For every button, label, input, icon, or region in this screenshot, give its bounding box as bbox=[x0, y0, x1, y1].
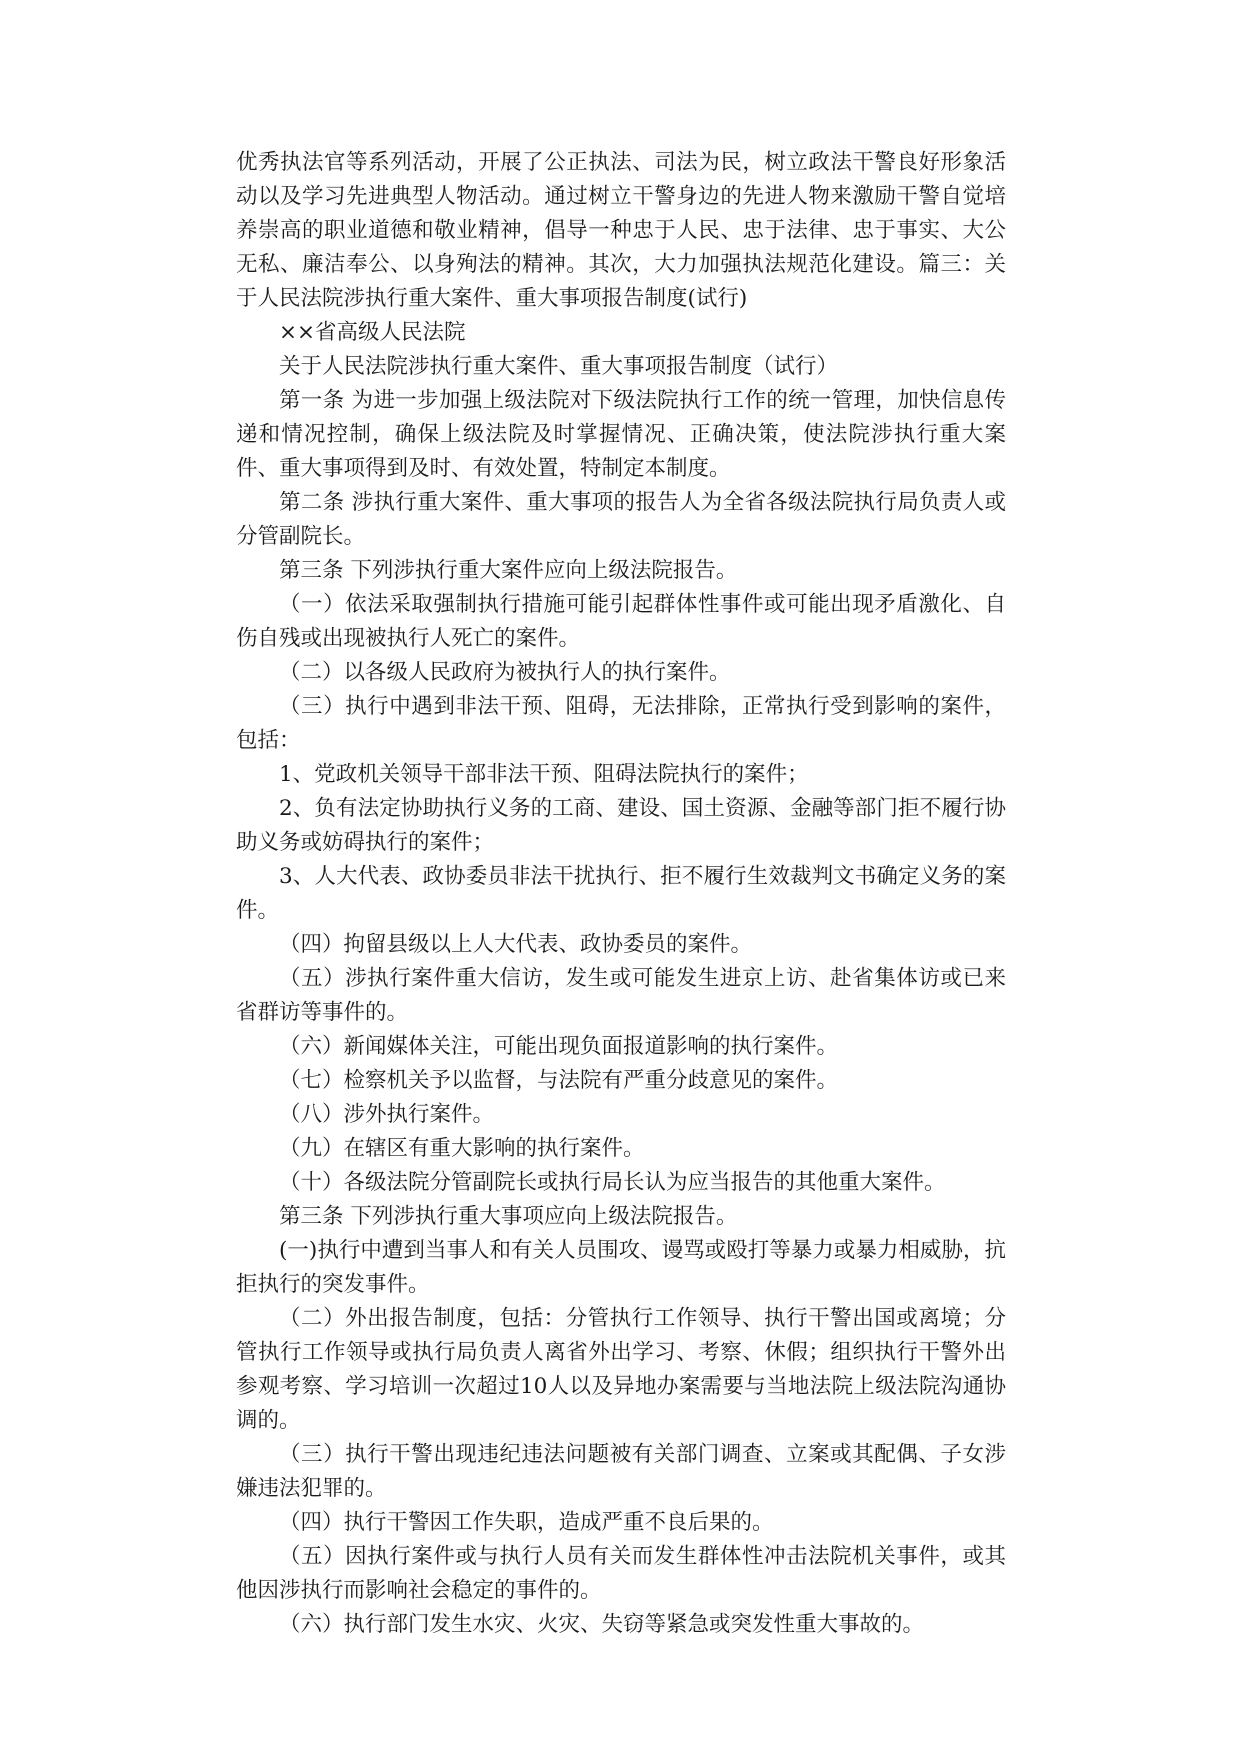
body-paragraph: 第一条 为进一步加强上级法院对下级法院执行工作的统一管理，加快信息传递和情况控制，确保上级法院及时掌握情况、正确决策，使法院涉执行重大案件、重大事项得到及时、有效处置，特制定本制度。 bbox=[236, 388, 1006, 481]
body-paragraph: （一）依法采取强制执行措施可能引起群体性事件或可能出现矛盾激化、自伤自残或出现被执行人死亡的案件。 bbox=[236, 592, 1006, 651]
body-paragraph: （九）在辖区有重大影响的执行案件。 bbox=[279, 1136, 645, 1161]
body-paragraph: （十）各级法院分管副院长或执行局长认为应当报告的其他重大案件。 bbox=[279, 1170, 946, 1195]
body-paragraph: （三）执行干警出现违纪违法问题被有关部门调查、立案或其配偶、子女涉嫌违法犯罪的。 bbox=[236, 1442, 1006, 1501]
body-paragraph: （四）拘留县级以上人大代表、政协委员的案件。 bbox=[279, 932, 753, 957]
body-paragraph: ××省高级人民法院 bbox=[279, 320, 466, 345]
body-paragraph: （二）外出报告制度，包括：分管执行工作领导、执行干警出国或离境；分管执行工作领导或执行局负责人离省外出学习、考察、休假；组织执行干警外出参观考察、学习培训一次超过10人以及异地办案需要与当地法院上级法院沟通协调的。 bbox=[236, 1306, 1006, 1433]
body-paragraph: 3、人大代表、政协委员非法干扰执行、拒不履行生效裁判文书确定义务的案件。 bbox=[236, 864, 1006, 923]
body-paragraph: 第三条 下列涉执行重大案件应向上级法院报告。 bbox=[279, 558, 738, 583]
body-paragraph: （八）涉外执行案件。 bbox=[279, 1102, 495, 1127]
body-paragraph: （三）执行中遇到非法干预、阻碍，无法排除，正常执行受到影响的案件，包括： bbox=[236, 694, 1006, 753]
body-paragraph: 关于人民法院涉执行重大案件、重大事项报告制度（试行） bbox=[279, 354, 839, 379]
body-paragraph: 2、负有法定协助执行义务的工商、建设、国土资源、金融等部门拒不履行协助义务或妨碍执行的案件； bbox=[236, 796, 1006, 855]
body-paragraph: （二）以各级人民政府为被执行人的执行案件。 bbox=[279, 660, 731, 685]
body-paragraph: （六）执行部门发生水灾、火灾、失窃等紧急或突发性重大事故的。 bbox=[279, 1612, 925, 1637]
body-paragraph: 第三条 下列涉执行重大事项应向上级法院报告。 bbox=[279, 1204, 738, 1229]
body-paragraph: （四）执行干警因工作失职，造成严重不良后果的。 bbox=[279, 1510, 774, 1535]
body-paragraph: （五）涉执行案件重大信访，发生或可能发生进京上访、赴省集体访或已来省群访等事件的。 bbox=[236, 966, 1006, 1025]
body-paragraph: 1、党政机关领导干部非法干预、阻碍法院执行的案件； bbox=[279, 762, 809, 787]
body-paragraph: (一)执行中遭到当事人和有关人员围攻、谩骂或殴打等暴力或暴力相威胁，抗拒执行的突发事件。 bbox=[236, 1238, 1006, 1297]
body-paragraph: （七）检察机关予以监督，与法院有严重分歧意见的案件。 bbox=[279, 1068, 839, 1093]
document-body bbox=[236, 146, 1006, 1642]
body-paragraph: （五）因执行案件或与执行人员有关而发生群体性冲击法院机关事件，或其他因涉执行而影响社会稳定的事件的。 bbox=[236, 1544, 1006, 1603]
body-paragraph: 优秀执法官等系列活动，开展了公正执法、司法为民，树立政法干警良好形象活动以及学习先进典型人物活动。通过树立干警身边的先进人物来激励干警自觉培养崇高的职业道德和敬业精神，倡导一种忠于人民、忠于法律、忠于事实、大公无私、廉洁奉公、以身殉法的精神。其次，大力加强执法规范化建设。篇三：关于人民法院涉执行重大案件、重大事项报告制度(试行) bbox=[236, 150, 1006, 311]
body-paragraph: （六）新闻媒体关注，可能出现负面报道影响的执行案件。 bbox=[279, 1034, 839, 1059]
body-paragraph: 第二条 涉执行重大案件、重大事项的报告人为全省各级法院执行局负责人或分管副院长。 bbox=[236, 490, 1006, 549]
